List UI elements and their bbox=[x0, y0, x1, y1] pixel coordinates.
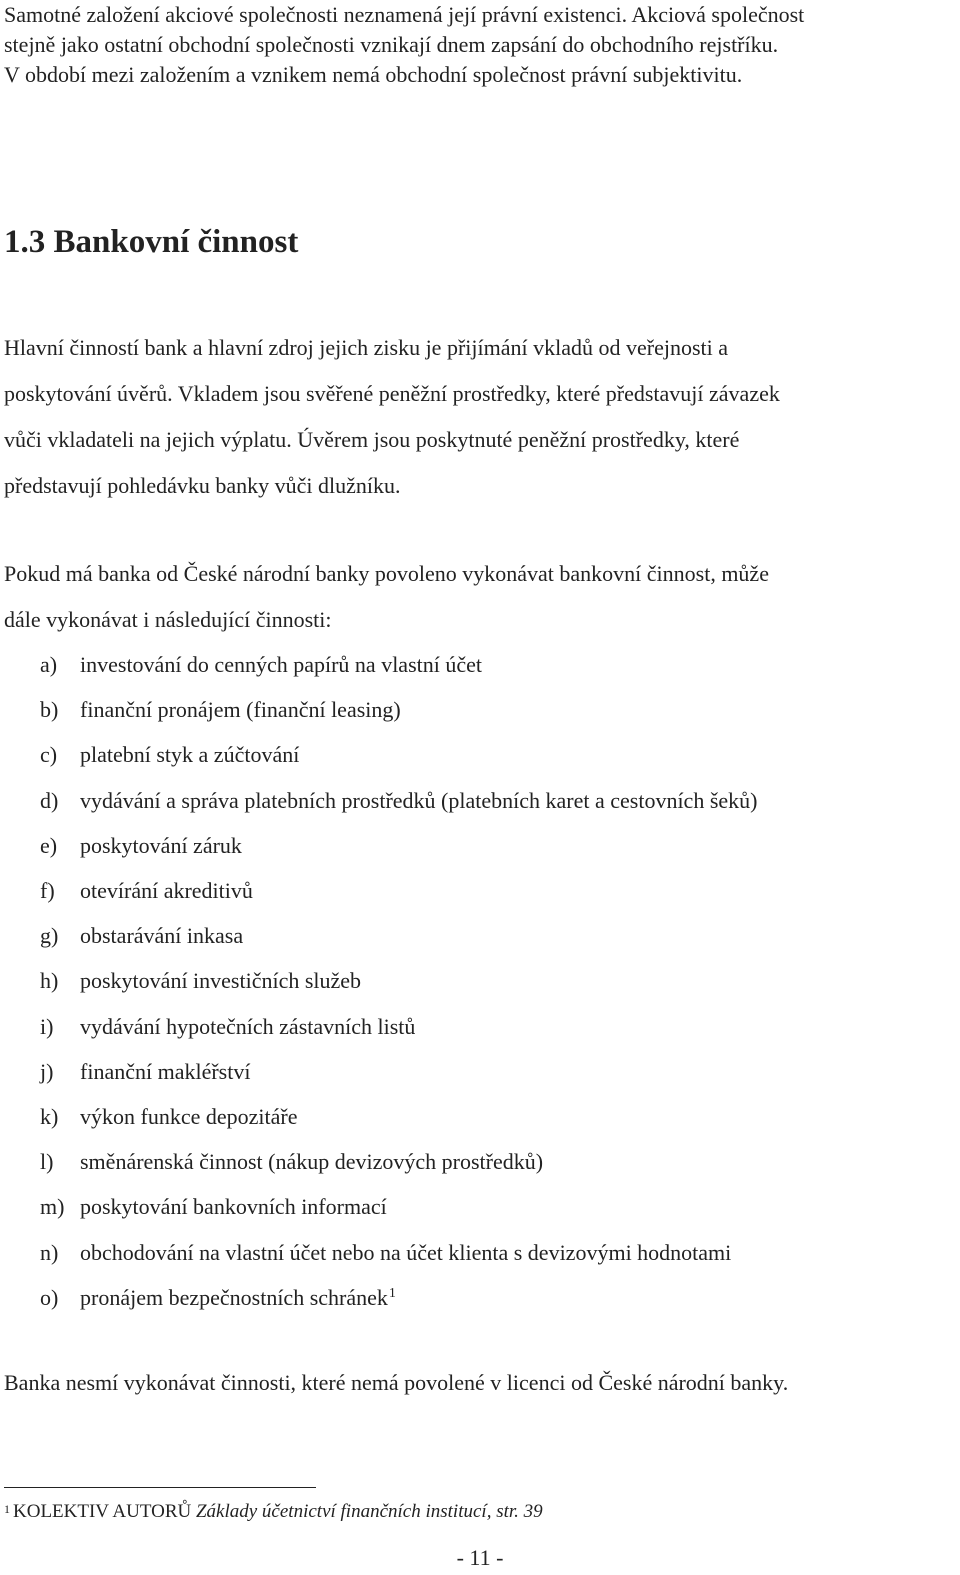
footnote bbox=[4, 1498, 543, 1526]
list-item bbox=[40, 1049, 757, 1094]
list-item bbox=[40, 958, 757, 1003]
list-item bbox=[40, 868, 757, 913]
list-marker: h) bbox=[40, 968, 59, 994]
list-marker: i) bbox=[40, 1013, 54, 1039]
text-line: Hlavní činností bank a hlavní zdroj jejich zisku je přijímání vkladů od veřejnosti a bbox=[4, 335, 728, 360]
list-marker: j) bbox=[40, 1058, 54, 1084]
list-item-text: platební styk a zúčtování bbox=[80, 742, 300, 768]
list-item-text: směnárenská činnost (nákup devizových prostředků) bbox=[80, 1149, 544, 1175]
list-marker: c) bbox=[40, 742, 58, 768]
main-paragraph bbox=[4, 325, 939, 509]
text-line: vůči vkladateli na jejich výplatu. Úvěrem jsou poskytnuté peněžní prostředky, které bbox=[4, 427, 740, 452]
list-item-text: investování do cenných papírů na vlastní účet bbox=[80, 652, 482, 677]
list-item-text: poskytování záruk bbox=[80, 832, 242, 858]
activities-list bbox=[40, 642, 757, 1320]
footnote-divider bbox=[4, 1487, 316, 1488]
list-marker: m) bbox=[40, 1194, 65, 1220]
closing-paragraph: Banka nesmí vykonávat činnosti, které nemá povolené v licenci od České národní banky. bbox=[4, 1370, 789, 1395]
list-item-text: obchodování na vlastní účet nebo na účet klienta s devizovými hodnotami bbox=[80, 1239, 732, 1265]
list-item bbox=[40, 1230, 757, 1275]
list-item bbox=[40, 1184, 757, 1229]
list-marker: k) bbox=[40, 1104, 59, 1130]
list-item-text: výkon funkce depozitáře bbox=[80, 1104, 298, 1130]
intro-paragraph bbox=[4, 0, 939, 90]
footnote-source: Základy účetnictví finančních institucí, str. 39 bbox=[195, 1501, 543, 1522]
list-marker: l) bbox=[40, 1149, 54, 1175]
text-line: Pokud má banka od České národní banky povoleno vykonávat bankovní činnost, může bbox=[4, 561, 769, 586]
list-marker: e) bbox=[40, 832, 58, 858]
list-marker: d) bbox=[40, 787, 59, 813]
list-marker: a) bbox=[40, 652, 58, 677]
list-marker: f) bbox=[40, 878, 55, 904]
footnote-authors: KOLEKTIV AUTORŮ bbox=[13, 1501, 192, 1522]
list-item bbox=[40, 823, 757, 868]
list-item bbox=[40, 687, 757, 732]
text-line: stejně jako ostatní obchodní společnosti vznikají dnem zapsání do obchodního rejstříku. bbox=[4, 32, 779, 57]
list-marker: g) bbox=[40, 923, 59, 949]
list-item-text: obstarávání inkasa bbox=[80, 923, 244, 949]
list-item-text: finanční makléřství bbox=[80, 1058, 251, 1084]
list-marker: o) bbox=[40, 1284, 59, 1310]
list-item bbox=[40, 778, 757, 823]
list-item bbox=[40, 642, 757, 687]
text-line: dále vykonávat i následující činnosti: bbox=[4, 607, 332, 632]
footnote-reference[interactable]: 1 bbox=[388, 1285, 396, 1301]
list-item bbox=[40, 1004, 757, 1049]
text-line: Samotné založení akciové společnosti neznamená její právní existenci. Akciová společnost bbox=[4, 2, 805, 27]
text-line: V období mezi založením a vznikem nemá obchodní společnost právní subjektivitu. bbox=[4, 62, 743, 87]
list-item-text: otevírání akreditivů bbox=[80, 878, 253, 904]
list-item bbox=[40, 1094, 757, 1139]
list-item bbox=[40, 732, 757, 777]
list-item bbox=[40, 1139, 757, 1184]
list-item-text: poskytování investičních služeb bbox=[80, 968, 362, 994]
activities-intro-paragraph bbox=[4, 551, 939, 643]
footnote-number: 1 bbox=[4, 1502, 10, 1516]
text-line: představují pohledávku banky vůči dlužníku. bbox=[4, 473, 401, 498]
list-item-text: pronájem bezpečnostních schránek bbox=[80, 1284, 388, 1310]
page-number: - 11 - bbox=[456, 1545, 504, 1570]
section-heading: 1.3 Bankovní činnost bbox=[4, 224, 299, 260]
list-item bbox=[40, 1275, 757, 1320]
list-marker: b) bbox=[40, 697, 59, 723]
list-item-text: vydávání a správa platebních prostředků (platebních karet a cestovních šeků) bbox=[80, 787, 758, 813]
list-item-text: vydávání hypotečních zástavních listů bbox=[80, 1013, 416, 1039]
list-item bbox=[40, 913, 757, 958]
text-line: poskytování úvěrů. Vkladem jsou svěřené peněžní prostředky, které představují závazek bbox=[4, 381, 780, 406]
list-item-text: poskytování bankovních informací bbox=[80, 1194, 387, 1220]
list-item-text: finanční pronájem (finanční leasing) bbox=[80, 697, 401, 723]
list-marker: n) bbox=[40, 1239, 59, 1265]
